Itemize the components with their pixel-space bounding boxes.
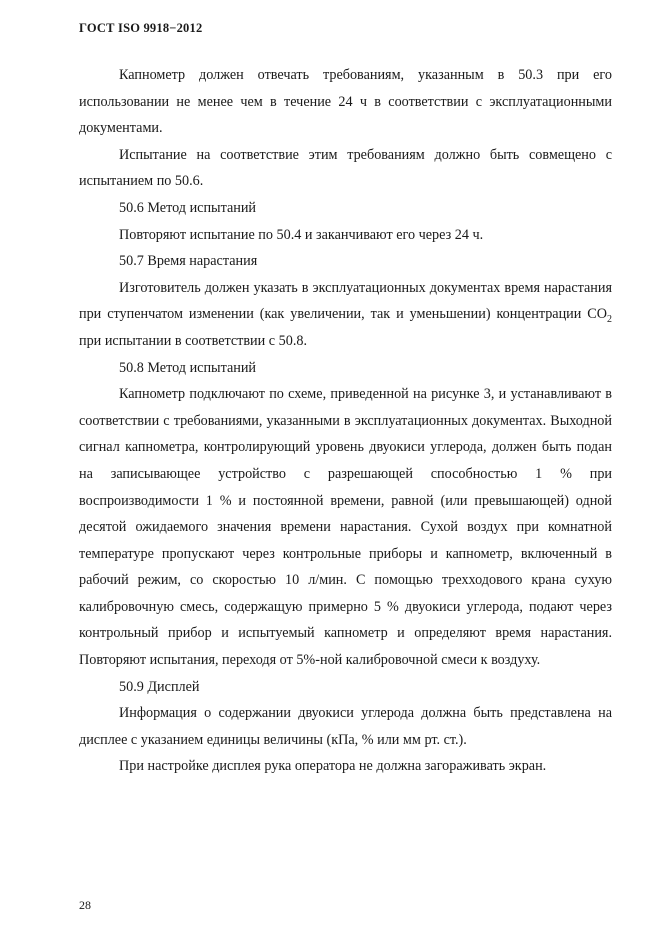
paragraph-capnometer-requirements: Капнометр должен отвечать требованиям, указанным в 50.3 при его использовании не менее чем в течение 24 ч в соответствии с эксплуатационными документами. — [79, 67, 612, 137]
document-body — [79, 62, 612, 780]
paragraph-display-setup: При настройке дисплея рука оператора не должна загораживать экран. — [119, 758, 547, 775]
rise-time-text-before: Изготовитель должен указать в эксплуатационных документах время нарастания при ступенчатом изменении (как увеличении, так и уменьшении) концентрации CO — [79, 279, 612, 323]
paragraph-rise-time — [79, 275, 612, 355]
section-heading-50-6: 50.6 Метод испытаний — [119, 199, 257, 216]
paragraph-test-combination: Испытание на соответствие этим требованиям должно быть совмещено с испытанием по 50.6. — [79, 146, 612, 190]
document-header: ГОСТ ISO 9918−2012 — [79, 21, 203, 35]
paragraph-display-info: Информация о содержании двуокиси углерода должна быть представлена на дисплее с указанием единицы величины (кПа, % или мм рт. ст.). — [79, 705, 612, 748]
section-heading-50-9: 50.9 Дисплей — [119, 678, 200, 695]
paragraph-test-method: Капнометр подключают по схеме, приведенной на рисунке 3, и устанавливают в соответствии с требованиями, указанными в эксплуатационных документах. Выходной сигнал капнометра, контролирующий уровень двуокиси углерода, должен быть подан на записывающее устройство с разрешающей способностью 1 % при воспроизводимости 1 % и постоянной времени, равной (или превышающей) одной десятой ожидаемого значения времени нарастания. Сухой воздух при комнатной температуре пропускают через контрольные приборы и капнометр, включенный в рабочий режим, со скоростью 10 л/мин. С помощью трехходового крана сухую калибровочную смесь, содержащую примерно 5 % двуокиси углерода, подают через контрольный прибор и испытуемый капнометр и определяют время нарастания. Повторяют испытания, переходя от 5%-ной калибровочной смеси к воздуху. — [79, 386, 612, 669]
section-heading-50-7: 50.7 Время нарастания — [119, 253, 258, 270]
rise-time-text-after: при испытании в соответствии с 50.8. — [79, 332, 308, 349]
page-number: 28 — [79, 898, 91, 912]
section-heading-50-8: 50.8 Метод испытаний — [119, 359, 257, 376]
co2-subscript: 2 — [607, 314, 612, 326]
paragraph-repeat-test: Повторяют испытание по 50.4 и заканчивают его через 24 ч. — [119, 226, 484, 243]
